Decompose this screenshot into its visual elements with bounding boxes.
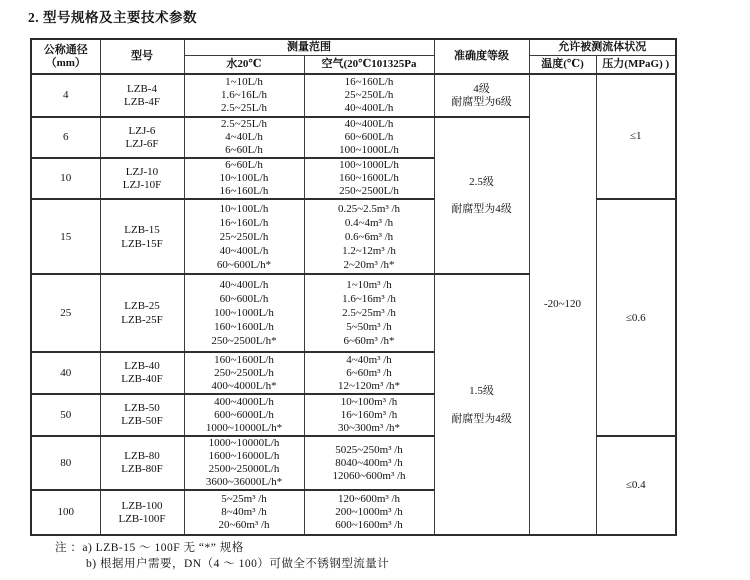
model-value: LZB-25F: [121, 314, 163, 326]
water-range-cell: [184, 199, 304, 274]
air-range: 2~20m³ /h*: [343, 258, 395, 271]
water-range-cell: [184, 352, 304, 394]
air-range: 5~50m³ /h: [346, 321, 392, 333]
water-range: 8~40m³ /h: [221, 506, 267, 518]
model-cell: [100, 158, 184, 199]
model-value: LZB-100: [121, 499, 163, 512]
air-range: 25~250L/h: [344, 89, 394, 101]
dn-cell: 40: [31, 352, 100, 394]
air-range-cell: [304, 158, 434, 199]
model-value: LZB-4F: [123, 95, 161, 108]
header-accuracy-class: 准确度等级: [434, 39, 529, 74]
water-range: 16~160L/h: [219, 216, 269, 229]
footnotes: [55, 540, 389, 572]
model-cell: [100, 199, 184, 274]
model-cell: [100, 352, 184, 394]
water-range: 20~60m³ /h: [218, 519, 270, 531]
water-range: 40~400L/h: [219, 244, 269, 257]
model-value: LZB-100F: [118, 512, 166, 525]
air-range: 0.4~4m³ /h: [344, 216, 394, 229]
water-range: 1600~16000L/h: [208, 450, 280, 462]
water-range: 1.6~16L/h: [221, 89, 267, 101]
air-range: 120~600m³ /h: [337, 493, 401, 505]
dn-cell: 15: [31, 199, 100, 274]
air-range: 4~40m³ /h: [346, 353, 392, 366]
model-value: LZJ-10: [125, 165, 159, 178]
dn-cell: 100: [31, 490, 100, 535]
water-range: 250~2500L/h*: [211, 335, 277, 347]
header-nominal-diameter: [31, 39, 100, 74]
pressure-cell: ≤1: [596, 74, 676, 199]
water-range: 160~1600L/h: [214, 321, 274, 333]
water-range: 400~4000L/h*: [211, 379, 277, 392]
water-range-cell: [184, 274, 304, 352]
air-range: 0.6~6m³ /h: [344, 230, 394, 243]
water-range: 40~400L/h: [219, 279, 269, 291]
air-range: 600~1600m³ /h: [335, 519, 403, 531]
water-range: 2.5~25L/h: [221, 118, 267, 130]
header-temperature: 温度(℃): [529, 56, 596, 75]
water-range: 5~25m³ /h: [221, 493, 267, 505]
air-range-cell: [304, 394, 434, 436]
dn-cell: 50: [31, 394, 100, 436]
water-range: 6~60L/h: [225, 144, 263, 156]
dn-cell: 80: [31, 436, 100, 490]
model-value: LZB-80F: [121, 463, 163, 475]
water-range: 250~2500L/h: [214, 366, 274, 379]
model-value: LZJ-6: [128, 124, 156, 137]
water-range: 10~100L/h: [219, 172, 269, 184]
accuracy-grade: 1.5级: [469, 384, 494, 397]
air-range: 10~100m³ /h: [340, 395, 398, 408]
air-range: 6~60m³ /h*: [343, 335, 395, 347]
footnote-label: 注 ：: [55, 542, 83, 554]
water-range-cell: [184, 490, 304, 535]
accuracy-corrosion-grade: 耐腐型为6级: [451, 95, 512, 108]
model-value: LZB-80: [124, 450, 160, 462]
model-cell: [100, 490, 184, 535]
model-value: LZB-40: [124, 360, 160, 372]
header-nominal-diameter-line1: 公称通径: [43, 43, 88, 56]
air-range-cell: [304, 199, 434, 274]
header-model: 型号: [100, 39, 184, 74]
model-value: LZB-25: [124, 300, 160, 312]
model-value: LZB-40F: [121, 373, 163, 385]
water-range-cell: [184, 436, 304, 490]
water-range: 25~250L/h: [219, 230, 269, 243]
air-range: 6~60m³ /h: [346, 366, 392, 379]
water-range-cell: [184, 394, 304, 436]
header-air: 空气(20℃101325Pa: [304, 56, 434, 75]
water-range: 100~1000L/h: [214, 307, 274, 319]
footnote-b: b) 根据用户需要，DN（4 ～ 100）可做全不锈钢型流量计: [86, 558, 390, 570]
water-range: 400~4000L/h: [214, 395, 274, 408]
air-range: 200~1000m³ /h: [335, 506, 403, 518]
accuracy-grade: 2.5级: [469, 175, 494, 188]
air-range: 16~160L/h: [344, 76, 394, 88]
model-cell: [100, 394, 184, 436]
air-range: 60~600L/h: [344, 131, 394, 143]
air-range: 2.5~25m³ /h: [342, 307, 396, 319]
section-title: 2. 型号规格及主要技术参数: [28, 10, 197, 25]
air-range: 1.2~12m³ /h: [342, 244, 396, 257]
air-range: 12~120m³ /h*: [337, 379, 401, 392]
air-range: 30~300m³ /h*: [337, 421, 401, 434]
model-value: LZJ-10F: [122, 178, 162, 191]
header-row-1: [31, 39, 676, 56]
air-range: 1.6~16m³ /h: [342, 293, 396, 305]
model-value: LZB-4: [127, 82, 157, 95]
air-range: 0.25~2.5m³ /h: [337, 202, 401, 215]
water-range: 1000~10000L/h*: [205, 421, 283, 434]
water-range: 60~600L/h*: [216, 258, 272, 271]
header-fluid-conditions: 允许被测流体状况: [529, 39, 676, 56]
model-cell: [100, 74, 184, 117]
header-water: 水20℃: [184, 56, 304, 75]
model-value: LZJ-6F: [125, 137, 159, 150]
air-range-cell: [304, 490, 434, 535]
accuracy-corrosion-grade: 耐腐型为4级: [451, 412, 512, 425]
water-range-cell: [184, 74, 304, 117]
water-range: 160~1600L/h: [214, 353, 274, 366]
water-range: 4~40L/h: [225, 131, 263, 143]
air-range: 8040~400m³ /h: [335, 456, 403, 469]
pressure-cell: ≤0.4: [596, 436, 676, 535]
dn-cell: 6: [31, 117, 100, 158]
accuracy-grade: 4级: [473, 82, 490, 95]
air-range: 16~160m³ /h: [340, 408, 398, 421]
table-row-dn4: [31, 74, 676, 117]
water-range: 10~100L/h: [219, 202, 269, 215]
water-range: 2500~25000L/h: [208, 463, 280, 475]
air-range: 100~1000L/h: [339, 159, 399, 171]
model-cell: [100, 436, 184, 490]
model-value: LZB-15: [124, 223, 160, 236]
air-range: 40~400L/h: [344, 118, 394, 130]
water-range: 60~600L/h: [219, 293, 269, 305]
water-range: 1000~10000L/h: [208, 437, 280, 449]
water-range: 6~60L/h: [225, 159, 263, 171]
accuracy-cell: [434, 117, 529, 274]
accuracy-cell: [434, 274, 529, 535]
spec-table: [30, 38, 677, 536]
water-range-cell: [184, 158, 304, 199]
pressure-cell: ≤0.6: [596, 199, 676, 436]
header-measuring-range: 测量范围: [184, 39, 434, 56]
accuracy-corrosion-grade: 耐腐型为4级: [451, 202, 512, 215]
air-range: 12060~600m³ /h: [332, 469, 406, 482]
model-cell: [100, 274, 184, 352]
temperature-cell: -20~120: [529, 74, 596, 535]
model-cell: [100, 117, 184, 158]
header-nominal-diameter-line2: （mm）: [45, 56, 86, 69]
accuracy-cell: [434, 74, 529, 117]
air-range: 1~10m³ /h: [346, 279, 392, 291]
water-range: 16~160L/h: [219, 185, 269, 197]
model-value: LZB-50F: [121, 415, 163, 427]
air-range: 40~400L/h: [344, 102, 394, 114]
water-range: 1~10L/h: [225, 76, 263, 88]
air-range-cell: [304, 117, 434, 158]
water-range: 3600~36000L/h*: [205, 476, 283, 488]
water-range-cell: [184, 117, 304, 158]
air-range-cell: [304, 436, 434, 490]
air-range-cell: [304, 74, 434, 117]
air-range: 5025~250m³ /h: [335, 443, 403, 456]
air-range-cell: [304, 274, 434, 352]
dn-cell: 4: [31, 74, 100, 117]
dn-cell: 25: [31, 274, 100, 352]
header-pressure: 压力(MPaG) ): [596, 56, 676, 75]
air-range-cell: [304, 352, 434, 394]
footnote-a-text: a) LZB-15 ～ 100F 无 “*” 规格: [82, 542, 244, 554]
air-range: 250~2500L/h: [339, 185, 399, 197]
air-range: 160~1600L/h: [339, 172, 399, 184]
model-value: LZB-15F: [121, 237, 163, 250]
model-value: LZB-50: [124, 402, 160, 414]
dn-cell: 10: [31, 158, 100, 199]
footnote-a: [55, 540, 389, 556]
water-range: 2.5~25L/h: [221, 102, 267, 114]
air-range: 100~1000L/h: [339, 144, 399, 156]
water-range: 600~6000L/h: [214, 408, 274, 421]
